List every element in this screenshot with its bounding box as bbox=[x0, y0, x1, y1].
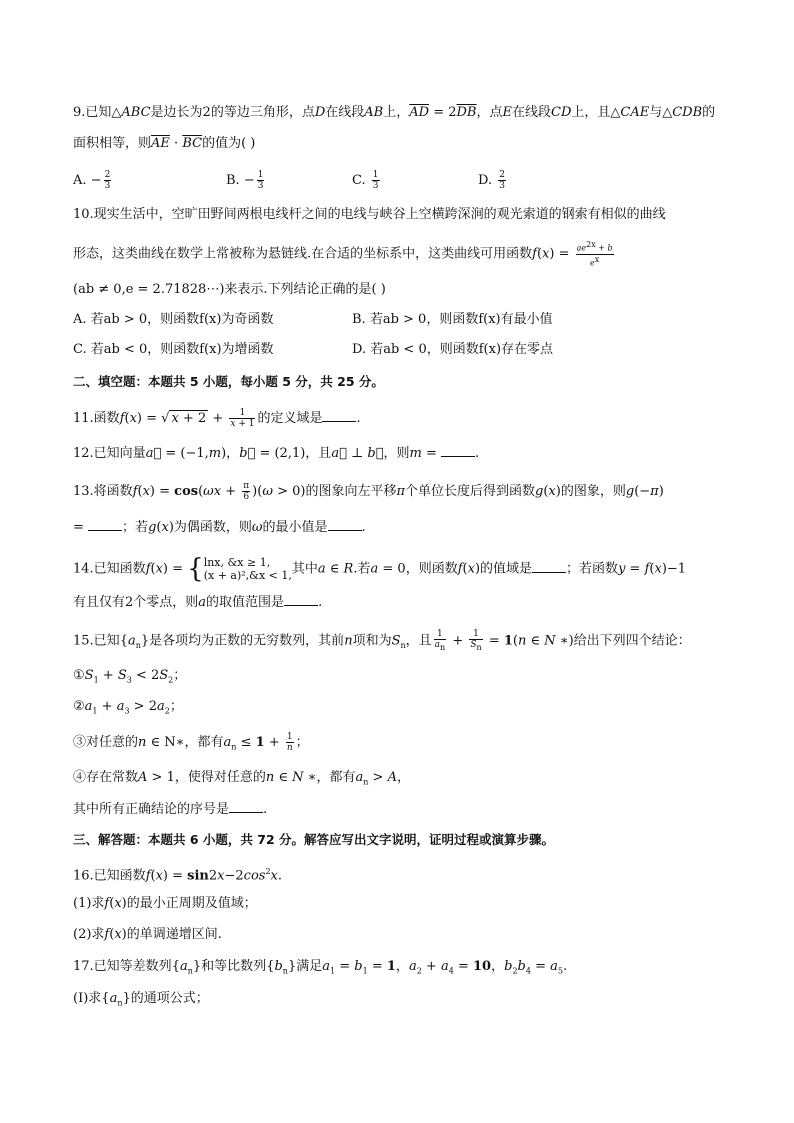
q15-statement-4: ④存在常数A > 1，使得对任意的n ∈ N ∗，都有$a_n > A$， bbox=[73, 770, 410, 787]
q10-line2: 形态，这类曲线在数学上常被称为悬链线.在合适的坐标系中，这类曲线可用函数f(x) = $\frac{ae2x + b}{ex}$ bbox=[73, 240, 613, 268]
q10-option-d[interactable]: D. 若ab < 0，则函数f(x)存在零点 bbox=[352, 342, 554, 357]
q15-statement-2: $②a_1 + a_3 > 2a_2$； bbox=[73, 699, 183, 716]
q16-part-2: (2)求f(x)的单调递增区间. bbox=[73, 927, 222, 942]
q13-answer-blank-1[interactable] bbox=[88, 518, 122, 531]
q14-line1: 14.已知函数f(x) = { lnx, &x ≥ 1, (x + a)²,&x < 1, 其中a ∈ R.若a = 0，则函数f(x)的值域是 ；若函数y = f(x)−1 bbox=[73, 554, 687, 584]
q10-option-c[interactable]: C. 若ab < 0，则函数f(x)为增函数 bbox=[73, 342, 274, 357]
q14-answer-blank-2[interactable] bbox=[284, 593, 318, 606]
q9-option-b[interactable]: B. − $\frac{1}{3}$ bbox=[226, 170, 264, 191]
q15-conclusion: 其中所有正确结论的序号是 . bbox=[73, 802, 268, 817]
q10-option-b[interactable]: B. 若ab > 0，则函数f(x)有最小值 bbox=[352, 312, 553, 327]
q9-option-c[interactable]: C. $\frac{1}{3}$ bbox=[352, 170, 379, 191]
q9-line1: 9.已知△ABC是边长为2的等边三角形，点D在线段AB上，$\overline{AD} = 2\overline{DB}$，点E在线段CD上，且△CAE与△CDB的 bbox=[73, 105, 716, 120]
q12-answer-blank[interactable] bbox=[441, 444, 475, 457]
section-3-heading: 三、解答题：本题共 6 小题，共 72 分。解答应写出文字说明，证明过程或演算步骤。 bbox=[73, 832, 555, 847]
q14-answer-blank-1[interactable] bbox=[532, 560, 566, 573]
q12: 12.已知向量a⃗ = (−1,m)，b⃗ = (2,1)，且a⃗ ⊥ b⃗，则m = . bbox=[73, 446, 480, 461]
section-2-heading: 二、填空题：本题共 5 小题，每小题 5 分，共 25 分。 bbox=[73, 374, 384, 389]
q16-part-1: (1)求f(x)的最小正周期及值域； bbox=[73, 896, 257, 911]
q14-line2: 有且仅有2个零点，则a的取值范围是 . bbox=[73, 595, 323, 610]
q11-answer-blank[interactable] bbox=[322, 409, 356, 422]
q17-part-1: (Ⅰ)求$\{a_n\}$的通项公式； bbox=[73, 991, 209, 1008]
q9-option-a[interactable]: A. − $\frac{2}{3}$ bbox=[73, 170, 111, 191]
q15-answer-blank[interactable] bbox=[229, 800, 263, 813]
q13-answer-blank-2[interactable] bbox=[328, 518, 362, 531]
q16: 16.已知函数$f(x) = \sin 2x-2\cos^2x$. bbox=[73, 867, 283, 884]
q17: 17.已知等差数列$\{a_n\}$和等比数列$\{b_n\}$满足$a_1 = b_1 = 1$，$a_2 + a_4 = 10$，$b_2b_4 = a_5$. bbox=[73, 959, 568, 976]
q13-line1: 13.将函数f(x) = cos(ωx + $\frac{\pi}{6}$ )(ω > 0)的图象向左平移π个单位长度后得到函数g(x)的图象，则g(−π) bbox=[73, 481, 664, 502]
q10-line1: 10.现实生活中，空旷田野间两根电线杆之间的电线与峡谷上空横跨深涧的观光索道的钢索有相似的曲线 bbox=[73, 207, 666, 222]
q15-line1: 15.已知$\{a_n\}$是各项均为正数的无穷数列，其前n项和为$S_n$，且 $\frac{1}{an}$ + $\frac{1}{Sn}$ = 1(n ∈ N ∗)给出下列四个结论： bbox=[73, 629, 691, 652]
q10-line3: (ab ≠ 0,e = 2.71828⋯)来表示.下列结论正确的是( ) bbox=[73, 282, 386, 297]
q9-line2: 面积相等，则$\overline{AE} \cdot \overline{BC}$的值为( ) bbox=[73, 136, 256, 151]
q11: 11.函数f(x) = √ x + 2 + $\frac{1}{x + 1}$ 的定义域是 . bbox=[73, 408, 361, 429]
q9-option-d[interactable]: D. $\frac{2}{3}$ bbox=[478, 170, 505, 191]
q15-statement-3: ③对任意的n ∈ N∗，都有$a_n \le 1$ + $\frac{1}{n}$ ； bbox=[73, 732, 309, 753]
q10-option-a[interactable]: A. 若ab > 0，则函数f(x)为奇函数 bbox=[73, 312, 274, 327]
q13-line2: = ；若g(x)为偶函数，则ω的最小值是 . bbox=[73, 520, 366, 535]
q15-statement-1: $①S_1 + S_3 < 2S_2$； bbox=[73, 668, 187, 685]
